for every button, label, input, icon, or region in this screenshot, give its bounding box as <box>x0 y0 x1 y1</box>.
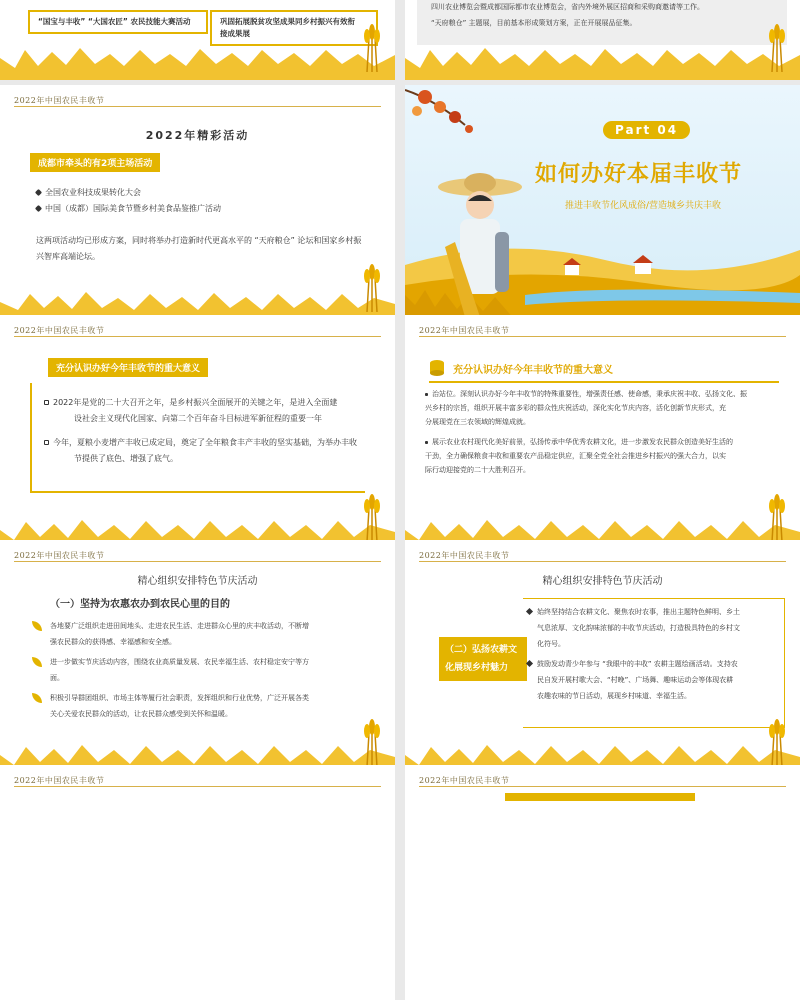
activity-box-1-text: “国宝与丰收” “大国农匠” 农民技能大赛活动 <box>38 17 191 26</box>
part-badge: Part 04 <box>603 121 690 139</box>
section-tag: 充分认识办好今年丰收节的重大意义 <box>48 358 208 377</box>
wheat-bundle-icon <box>357 264 387 312</box>
activity-box-2-line1: 巩固拓展脱贫攻坚成果同乡村振兴有效衔 <box>220 17 355 26</box>
section-tag: （二）弘扬农耕文 化展现乡村魅力 <box>439 637 527 681</box>
info-panel <box>417 0 787 45</box>
point-3: 积极引导群团组织、市场主体等履行社会职责，发挥组织和行业优势，广泛开展各类 关心关爱农民群众的活动，让农民群众感受到关怀和温暖。 <box>50 690 350 722</box>
wheat-border <box>0 280 395 320</box>
slide-2[interactable] <box>0 85 395 320</box>
activity-box-1 <box>28 10 208 34</box>
cylinder-icon <box>429 359 445 377</box>
content: 治站位。深刻认识办好今年丰收节的特殊重要性，增强责任感、使命感，秉承庆祝丰收、弘扬文化、振 兴乡村的宗旨，组织开展丰富多彩的群众性庆祝活动，深化实化节庆内容，活化创新节庆形式，充 分展现党在三农领域的辉煌成就。 展示农业农村现代化美好前景，弘扬传承中华优秀农耕文化，进一步激发农民群众创造美好生活的 干劲，全力确保粮食丰收和重要农产品稳定供应，汇聚全党全社会推进乡村振兴的强大合力，以实 际行动迎接党的二十大胜利召开。 <box>425 390 747 474</box>
slide-title: 精心组织安排特色节庆活动 <box>137 576 258 587</box>
slide-header: 2022年中国农民丰收节 <box>14 551 105 560</box>
description: 这两项活动均已形成方案，同时将举办打造新时代更高水平的 “天府粮仓” 论坛和国家乡村振 兴智库高端论坛。 <box>36 236 362 261</box>
bullet-icon <box>425 393 428 396</box>
list-item: 中国（成都）国际美食节暨乡村美食品鉴推广活动 <box>36 201 221 217</box>
wheat-bundle-icon <box>357 24 387 72</box>
slide-header: 2022年中国农民丰收节 <box>14 96 105 105</box>
header-divider <box>14 786 381 787</box>
slide-header: 2022年中国农民丰收节 <box>419 326 510 335</box>
point-1: 2022年是党的二十大召开之年，是乡村振兴全面展开的关键之年，是进入全面建 <box>44 395 365 411</box>
header-divider <box>14 336 381 337</box>
section-title: 如何办好本届丰收节 <box>535 162 743 187</box>
activity-list <box>36 185 221 217</box>
header-divider <box>14 106 381 107</box>
slide-header: 2022年中国农民丰收节 <box>14 776 105 785</box>
point-1: 始终坚持结合农耕文化、聚焦农时农事，推出主题特色鲜明、乡土 气息浓厚、文化韵味浓郁的丰收节庆活动，打造极具特色的乡村文 化符号。 <box>537 604 777 652</box>
bullet-icon <box>44 440 49 445</box>
bullet-icon <box>44 400 49 405</box>
section-heading: 充分认识办好今年丰收节的重大意义 <box>453 365 613 376</box>
slide-header: 2022年中国农民丰收节 <box>14 326 105 335</box>
slide-7[interactable] <box>405 540 800 775</box>
content <box>50 618 350 722</box>
slide-0[interactable] <box>0 0 395 80</box>
content-box: 2022年是党的二十大召开之年，是乡村振兴全面展开的关键之年，是进入全面建 设社会主义现代化国家、向第二个百年奋斗目标进军新征程的重要一年 今年，夏粮小麦增产丰收已成定局，奠定了全年粮食丰产丰收的坚实基础，为举办丰收 节提供了底色、增强了底气。 <box>30 383 365 493</box>
wheat-bundle-icon <box>357 494 387 542</box>
wheat-border <box>0 40 395 80</box>
content <box>537 604 777 704</box>
point-2: 进一步做实节庆活动内容，围绕农业高质量发展、农民幸福生活、农村稳定安宁等方 面。 <box>50 654 350 686</box>
slide-9[interactable] <box>405 765 800 1000</box>
slide-6[interactable] <box>0 540 395 775</box>
wheat-bundle-icon <box>762 719 792 767</box>
header-divider <box>419 786 786 787</box>
section-subtitle: 推进丰收节化风成俗/营造城乡共庆丰收 <box>565 201 722 211</box>
wheat-bundle-icon <box>762 24 792 72</box>
farmer-figure-icon <box>435 167 525 317</box>
list-item: 全国农业科技成果转化大会 <box>36 185 221 201</box>
header-divider <box>419 561 786 562</box>
slide-header: 2022年中国农民丰收节 <box>419 551 510 560</box>
leaf-bullet-icon <box>32 657 42 667</box>
bullet-icon <box>35 189 42 196</box>
header-divider <box>419 336 786 337</box>
heading-underline <box>429 381 779 383</box>
wheat-border <box>405 40 800 80</box>
point-1: 各地要广泛组织走进田间地头、走进农民生活、走进群众心里的庆丰收活动，不断增 强农民群众的获得感、幸福感和安全感。 <box>50 618 350 650</box>
activity-box-2-line2: 接成果展 <box>220 29 250 38</box>
slide-8[interactable] <box>0 765 395 1000</box>
highlight-tag: 成都市牵头的有2项主场活动 <box>30 153 160 172</box>
slide-5[interactable] <box>405 315 800 550</box>
slide-3[interactable] <box>405 85 800 320</box>
info-line-1: 四川农业博览会暨成都国际都市农业博览会，省内外境外展区招商和采购商邀请等工作。 <box>431 3 704 11</box>
slide-title: 2022年精彩活动 <box>145 129 250 142</box>
leaf-bullet-icon <box>32 693 42 703</box>
bullet-icon <box>35 205 42 212</box>
slide-title: 精心组织安排特色节庆活动 <box>542 576 663 587</box>
slide-1[interactable] <box>405 0 800 80</box>
bullet-icon <box>425 441 428 444</box>
wheat-bundle-icon <box>357 719 387 767</box>
header-divider <box>14 561 381 562</box>
wheat-bundle-icon <box>762 494 792 542</box>
autumn-leaves-icon <box>405 85 495 155</box>
info-line-2: “天府粮仓” 主题展，目前基本形成策划方案，正在开展展品征集。 <box>431 19 637 27</box>
slide-4[interactable] <box>0 315 395 550</box>
leaf-bullet-icon <box>32 621 42 631</box>
point-2: 鼓励发动青少年参与 “我眼中的丰收” 农耕主题绘画活动。支持农 民自发开展村歌大会、“村晚”、广场舞、趣味运动会等体现农耕 农趣农味的节日活动，展现乡村味道、幸福生活。 <box>537 656 777 704</box>
point-2: 今年，夏粮小麦增产丰收已成定局，奠定了全年粮食丰产丰收的坚实基础，为举办丰收 <box>44 435 365 451</box>
slide-header: 2022年中国农民丰收节 <box>419 776 510 785</box>
subheading: （一）坚持为农惠农办到农民心里的目的 <box>50 599 230 610</box>
